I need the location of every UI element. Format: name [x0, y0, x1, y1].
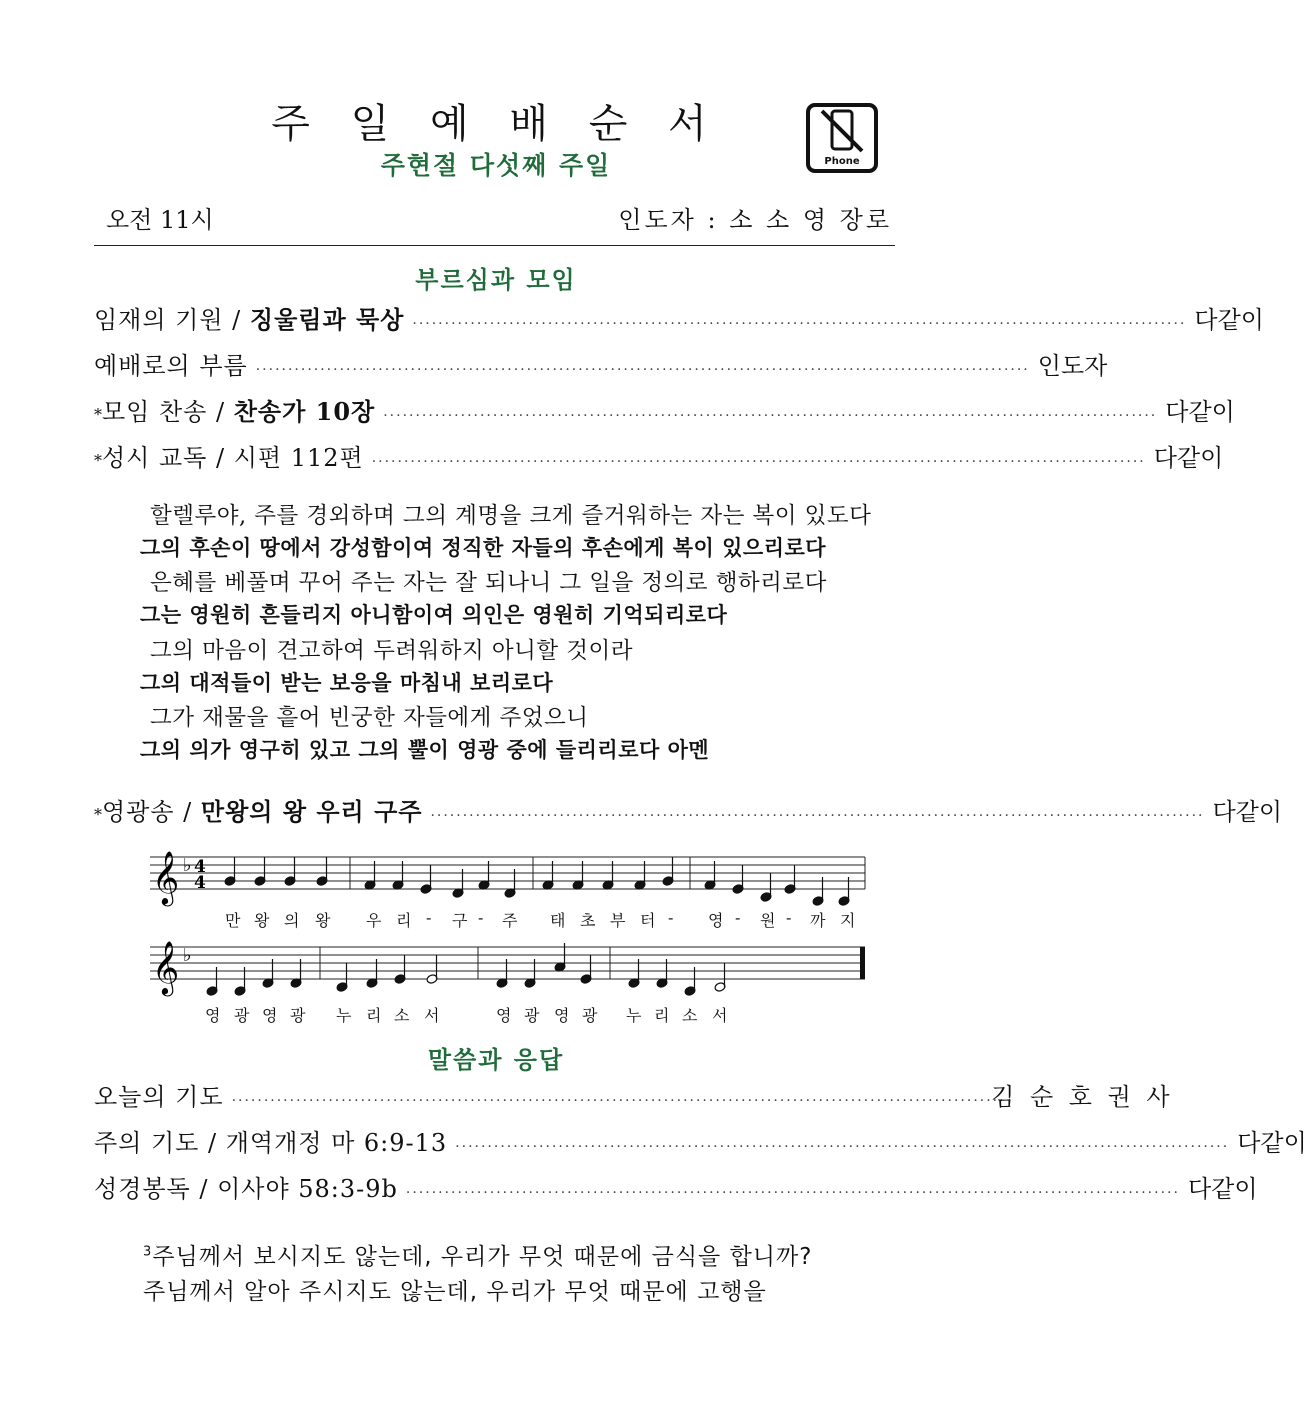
item-label: 임재의 기원 / 징울림과 묵상 — [94, 305, 405, 334]
lyric-syllable: 소 — [394, 1006, 410, 1025]
verse-number: 3 — [143, 1244, 153, 1260]
item-label: 영광송 / 만왕의 왕 우리 구주 — [102, 797, 423, 826]
leader-dots: ························································································································ — [231, 1093, 1006, 1109]
treble-clef-icon: 𝄞 — [152, 940, 180, 994]
scripture-line-2: 주님께서 알아 주시지도 않는데, 우리가 무엇 때문에 고행을 — [143, 1279, 767, 1305]
time-signature: 4 — [194, 857, 206, 877]
standing-mark: * — [94, 405, 102, 424]
item-participant: 다 같 이 — [1212, 798, 1283, 826]
item-label: 모임 찬송 / 찬송가 10장 — [102, 397, 376, 426]
leader-dots: ························································································································ — [430, 808, 1205, 824]
lyric-syllable: 리 — [366, 1006, 382, 1025]
order-item — [94, 438, 1224, 472]
flat-icon: ♭ — [183, 945, 192, 966]
section-title-gathering: 부르심과 모임 — [415, 266, 577, 294]
psalm-line: 할렐루야, 주를 경외하며 그의 계명을 크게 즐거워하는 자는 복이 있도다 — [150, 503, 872, 529]
leader-dots: ························································································································ — [371, 454, 1146, 470]
psalm-line: 그는 영원히 흔들리지 아니함이여 의인은 영원히 기억되리로다 — [140, 603, 728, 628]
music-score — [150, 845, 880, 1025]
lyric-syllable: 서 — [712, 1006, 728, 1025]
lyric-syllable: 원 — [760, 911, 776, 930]
item-label: 예배로의 부름 — [94, 352, 248, 380]
order-item — [94, 1123, 1307, 1157]
item-participant: 다 같 이 — [1153, 444, 1224, 472]
item-participant: 김 순 호 권 사 — [991, 1083, 1174, 1111]
psalm-line: 그의 마음이 견고하여 두려워하지 아니할 것이라 — [150, 637, 633, 664]
lyric-syllable: 광 — [234, 1006, 250, 1025]
lyric-syllable: 부 — [610, 911, 626, 930]
header-divider — [94, 245, 895, 246]
lyric-syllable: 우 — [366, 911, 382, 930]
leader-dots: ························································································································ — [405, 1185, 1180, 1201]
psalm-line: 그의 대적들이 받는 보응을 마침내 보리로다 — [140, 670, 554, 695]
service-leader: 인도자 : 소 소 영 장로 — [618, 206, 892, 234]
lyric-syllable: 광 — [582, 1006, 598, 1025]
lyric-syllable: 의 — [284, 911, 300, 930]
lyric-syllable: 영 — [708, 911, 724, 930]
item-label: 오늘의 기도 — [94, 1083, 224, 1111]
lyric-syllable: 리 — [654, 1006, 670, 1025]
lyric-syllable: 광 — [290, 1006, 306, 1025]
leader-dots: ························································································································ — [412, 316, 1187, 332]
item-participant: 다 같 이 — [1187, 1175, 1258, 1203]
item-participant: 다 같 이 — [1237, 1129, 1307, 1157]
item-label: 주의 기도 / 개역개정 마 6:9-13 — [94, 1129, 448, 1157]
leader-dots: ························································································································ — [383, 408, 1158, 424]
order-item — [94, 1077, 1174, 1111]
lyric-syllable: 영 — [262, 1006, 278, 1025]
lyric-syllable: 만 — [225, 911, 241, 930]
order-item — [94, 300, 1264, 334]
order-item — [94, 392, 1235, 426]
scripture-line-1: $^3$주님께서 보시지도 않는데, 우리가 무엇 때문에 금식을 합니까? — [143, 1244, 813, 1270]
leader-dots: ························································································································ — [255, 362, 1030, 378]
leader-dots: ························································································································ — [455, 1139, 1230, 1155]
lyric-syllable: 왕 — [315, 911, 331, 930]
item-participant: 인 도 자 — [1037, 352, 1108, 380]
lyric-syllable: 서 — [424, 1006, 440, 1025]
standing-mark: * — [94, 805, 102, 824]
lyric-syllable: 까 — [810, 911, 826, 930]
psalm-line: 그의 후손이 땅에서 강성함이여 정직한 자들의 후손에게 복이 있으리로다 — [140, 535, 827, 560]
flat-icon: ♭ — [183, 855, 192, 876]
order-item — [94, 346, 1108, 380]
phone-icon-label: Phone — [824, 156, 860, 167]
service-time: 오전 11시 — [106, 206, 214, 234]
treble-clef-icon: 𝄞 — [152, 850, 180, 904]
lyric-syllable: 광 — [524, 1006, 540, 1025]
lyric-syllable: 터 — [640, 911, 656, 930]
standing-mark: * — [94, 451, 102, 470]
psalm-line: 그의 의가 영구히 있고 그의 뿔이 영광 중에 들리리로다 아멘 — [140, 737, 710, 762]
lyric-syllable: - — [478, 908, 484, 927]
lyric-syllable: 소 — [682, 1006, 698, 1025]
item-label: 성시 교독 / 시편 112편 — [102, 444, 364, 472]
staff-line-1 — [150, 850, 865, 906]
item-participant: 다 같 이 — [1194, 306, 1264, 334]
page-title: 주 일 예 배 순 서 — [271, 101, 721, 147]
lyric-syllable: 초 — [580, 911, 596, 930]
lyric-syllable: 주 — [502, 911, 518, 930]
lyric-syllable: 누 — [336, 1006, 352, 1025]
lyric-syllable: 왕 — [254, 911, 270, 930]
lyric-syllable: 리 — [396, 911, 412, 930]
section-title-word: 말씀과 응답 — [427, 1046, 565, 1074]
page-subtitle: 주현절 다섯째 주일 — [380, 151, 612, 180]
order-item — [94, 792, 1283, 826]
item-participant: 다 같 이 — [1165, 398, 1235, 426]
lyric-syllable: - — [426, 908, 432, 927]
lyric-syllable: 지 — [840, 911, 856, 930]
order-item — [94, 1169, 1258, 1203]
item-label: 성경봉독 / 이사야 58:3-9b — [94, 1175, 398, 1203]
staff-line-2 — [150, 940, 865, 996]
final-bar — [860, 947, 865, 979]
lyric-syllable: 영 — [496, 1006, 512, 1025]
lyric-syllable: - — [735, 908, 741, 927]
lyric-syllable: - — [786, 908, 792, 927]
psalm-line: 은혜를 베풀며 꾸어 주는 자는 잘 되나니 그 일을 정의로 행하리로다 — [150, 570, 827, 597]
lyric-syllable: - — [668, 908, 674, 927]
lyric-syllable: 영 — [554, 1006, 570, 1025]
lyric-syllable: 누 — [626, 1006, 642, 1025]
lyric-syllable: 태 — [550, 911, 566, 930]
time-signature: 4 — [194, 873, 206, 893]
lyric-syllable: 구 — [452, 911, 468, 930]
lyric-syllable: 영 — [205, 1006, 221, 1025]
psalm-line: 그가 재물을 흩어 빈궁한 자들에게 주었으니 — [150, 705, 589, 732]
